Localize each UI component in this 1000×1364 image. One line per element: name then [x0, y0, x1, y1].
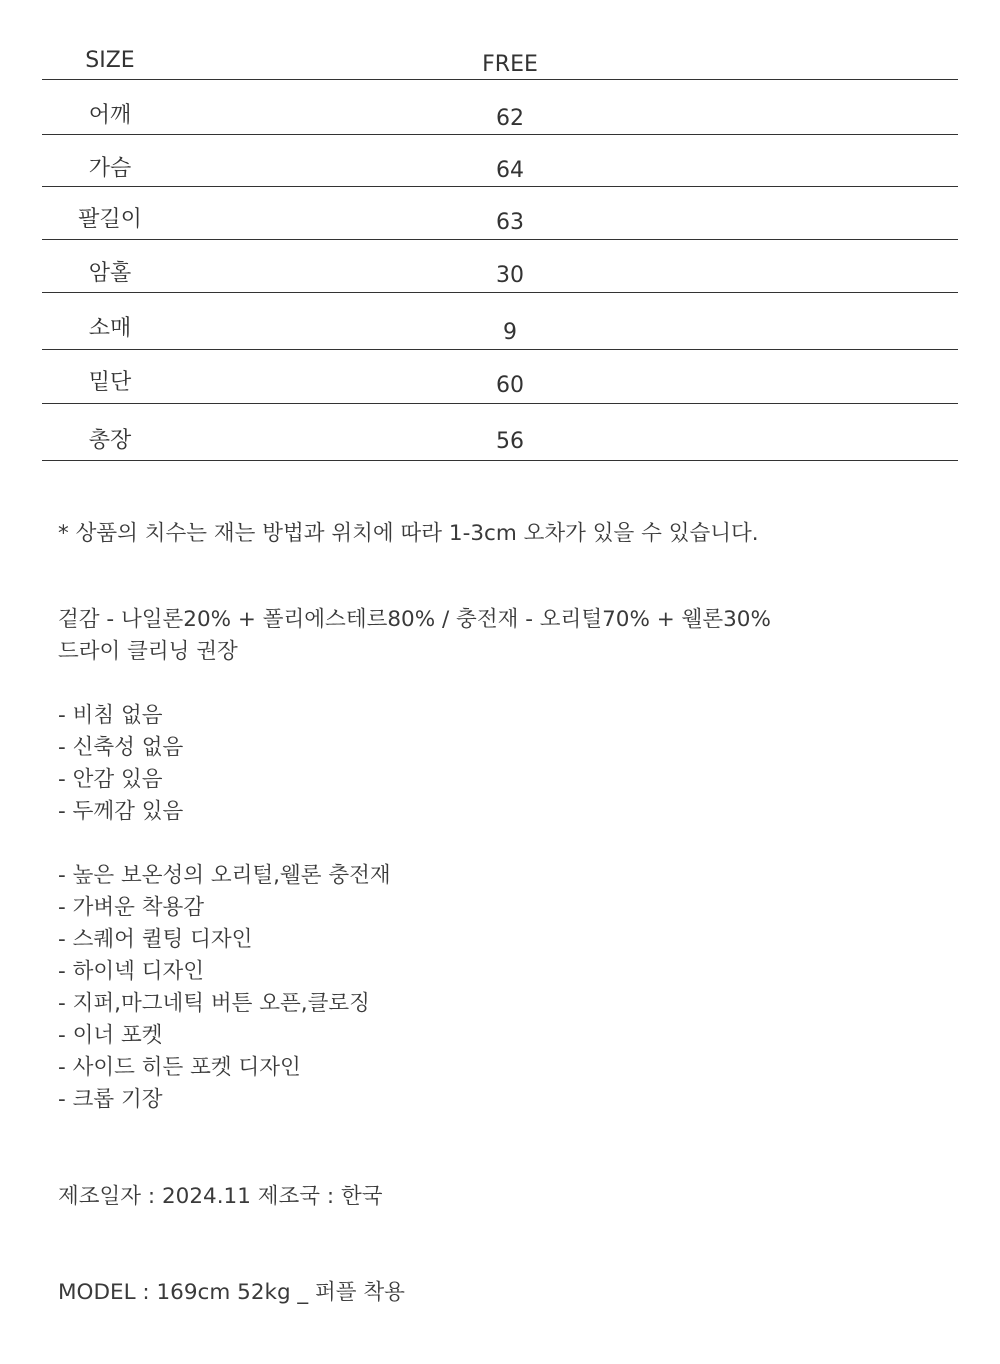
- size-row-label: 가슴: [88, 156, 132, 181]
- list-item: - 안감 있음: [58, 767, 163, 792]
- size-row-label: 어깨: [88, 103, 132, 128]
- size-header-value: FREE: [482, 52, 538, 77]
- size-table-header: [42, 40, 958, 80]
- size-note: * 상품의 치수는 재는 방법과 위치에 따라 1-3cm 오차가 있을 수 있습니다.: [58, 521, 759, 546]
- size-table: [42, 40, 958, 461]
- fabric-properties-list: [58, 700, 183, 828]
- list-item: - 신축성 없음: [58, 735, 184, 760]
- table-row: [42, 293, 958, 350]
- list-item: - 크롭 기장: [58, 1087, 163, 1112]
- list-item: - 비침 없음: [58, 703, 163, 728]
- size-row-value: 63: [496, 210, 524, 235]
- table-row: [42, 80, 958, 135]
- size-row-value: 64: [496, 158, 524, 183]
- care-instruction: 드라이 클리닝 권장: [58, 639, 238, 664]
- manufacture-info: 제조일자 : 2024.11 제조국 : 한국: [58, 1184, 383, 1209]
- table-row: [42, 350, 958, 404]
- list-item: - 사이드 히든 포켓 디자인: [58, 1055, 301, 1080]
- list-item: - 높은 보온성의 오리털,웰론 충전재: [58, 863, 391, 888]
- table-row: [42, 240, 958, 293]
- list-item: - 두께감 있음: [58, 799, 184, 824]
- list-item: - 스퀘어 퀼팅 디자인: [58, 927, 253, 952]
- material-section: [58, 604, 771, 668]
- size-row-value: 60: [496, 373, 524, 398]
- size-row-label: 밑단: [88, 370, 132, 395]
- material-composition: 겉감 - 나일론20% + 폴리에스테르80% / 충전재 - 오리털70% + 웰론30%: [58, 607, 771, 632]
- size-row-value: 62: [496, 106, 524, 131]
- size-row-label: 총장: [88, 428, 132, 453]
- size-row-value: 9: [503, 320, 517, 345]
- size-row-value: 30: [496, 263, 524, 288]
- table-row: [42, 404, 958, 461]
- table-row: [42, 187, 958, 240]
- size-header-label: SIZE: [85, 48, 135, 73]
- model-info: MODEL : 169cm 52kg _ 퍼플 착용: [58, 1280, 405, 1305]
- list-item: - 하이넥 디자인: [58, 959, 205, 984]
- table-row: [42, 135, 958, 187]
- size-row-value: 56: [496, 429, 524, 454]
- features-list: [58, 860, 391, 1116]
- size-row-label: 암홀: [88, 261, 132, 286]
- size-row-label: 팔길이: [78, 207, 142, 232]
- size-row-label: 소매: [88, 316, 132, 341]
- list-item: - 지퍼,마그네틱 버튼 오픈,클로징: [58, 991, 370, 1016]
- list-item: - 가벼운 착용감: [58, 895, 205, 920]
- list-item: - 이너 포켓: [58, 1023, 163, 1048]
